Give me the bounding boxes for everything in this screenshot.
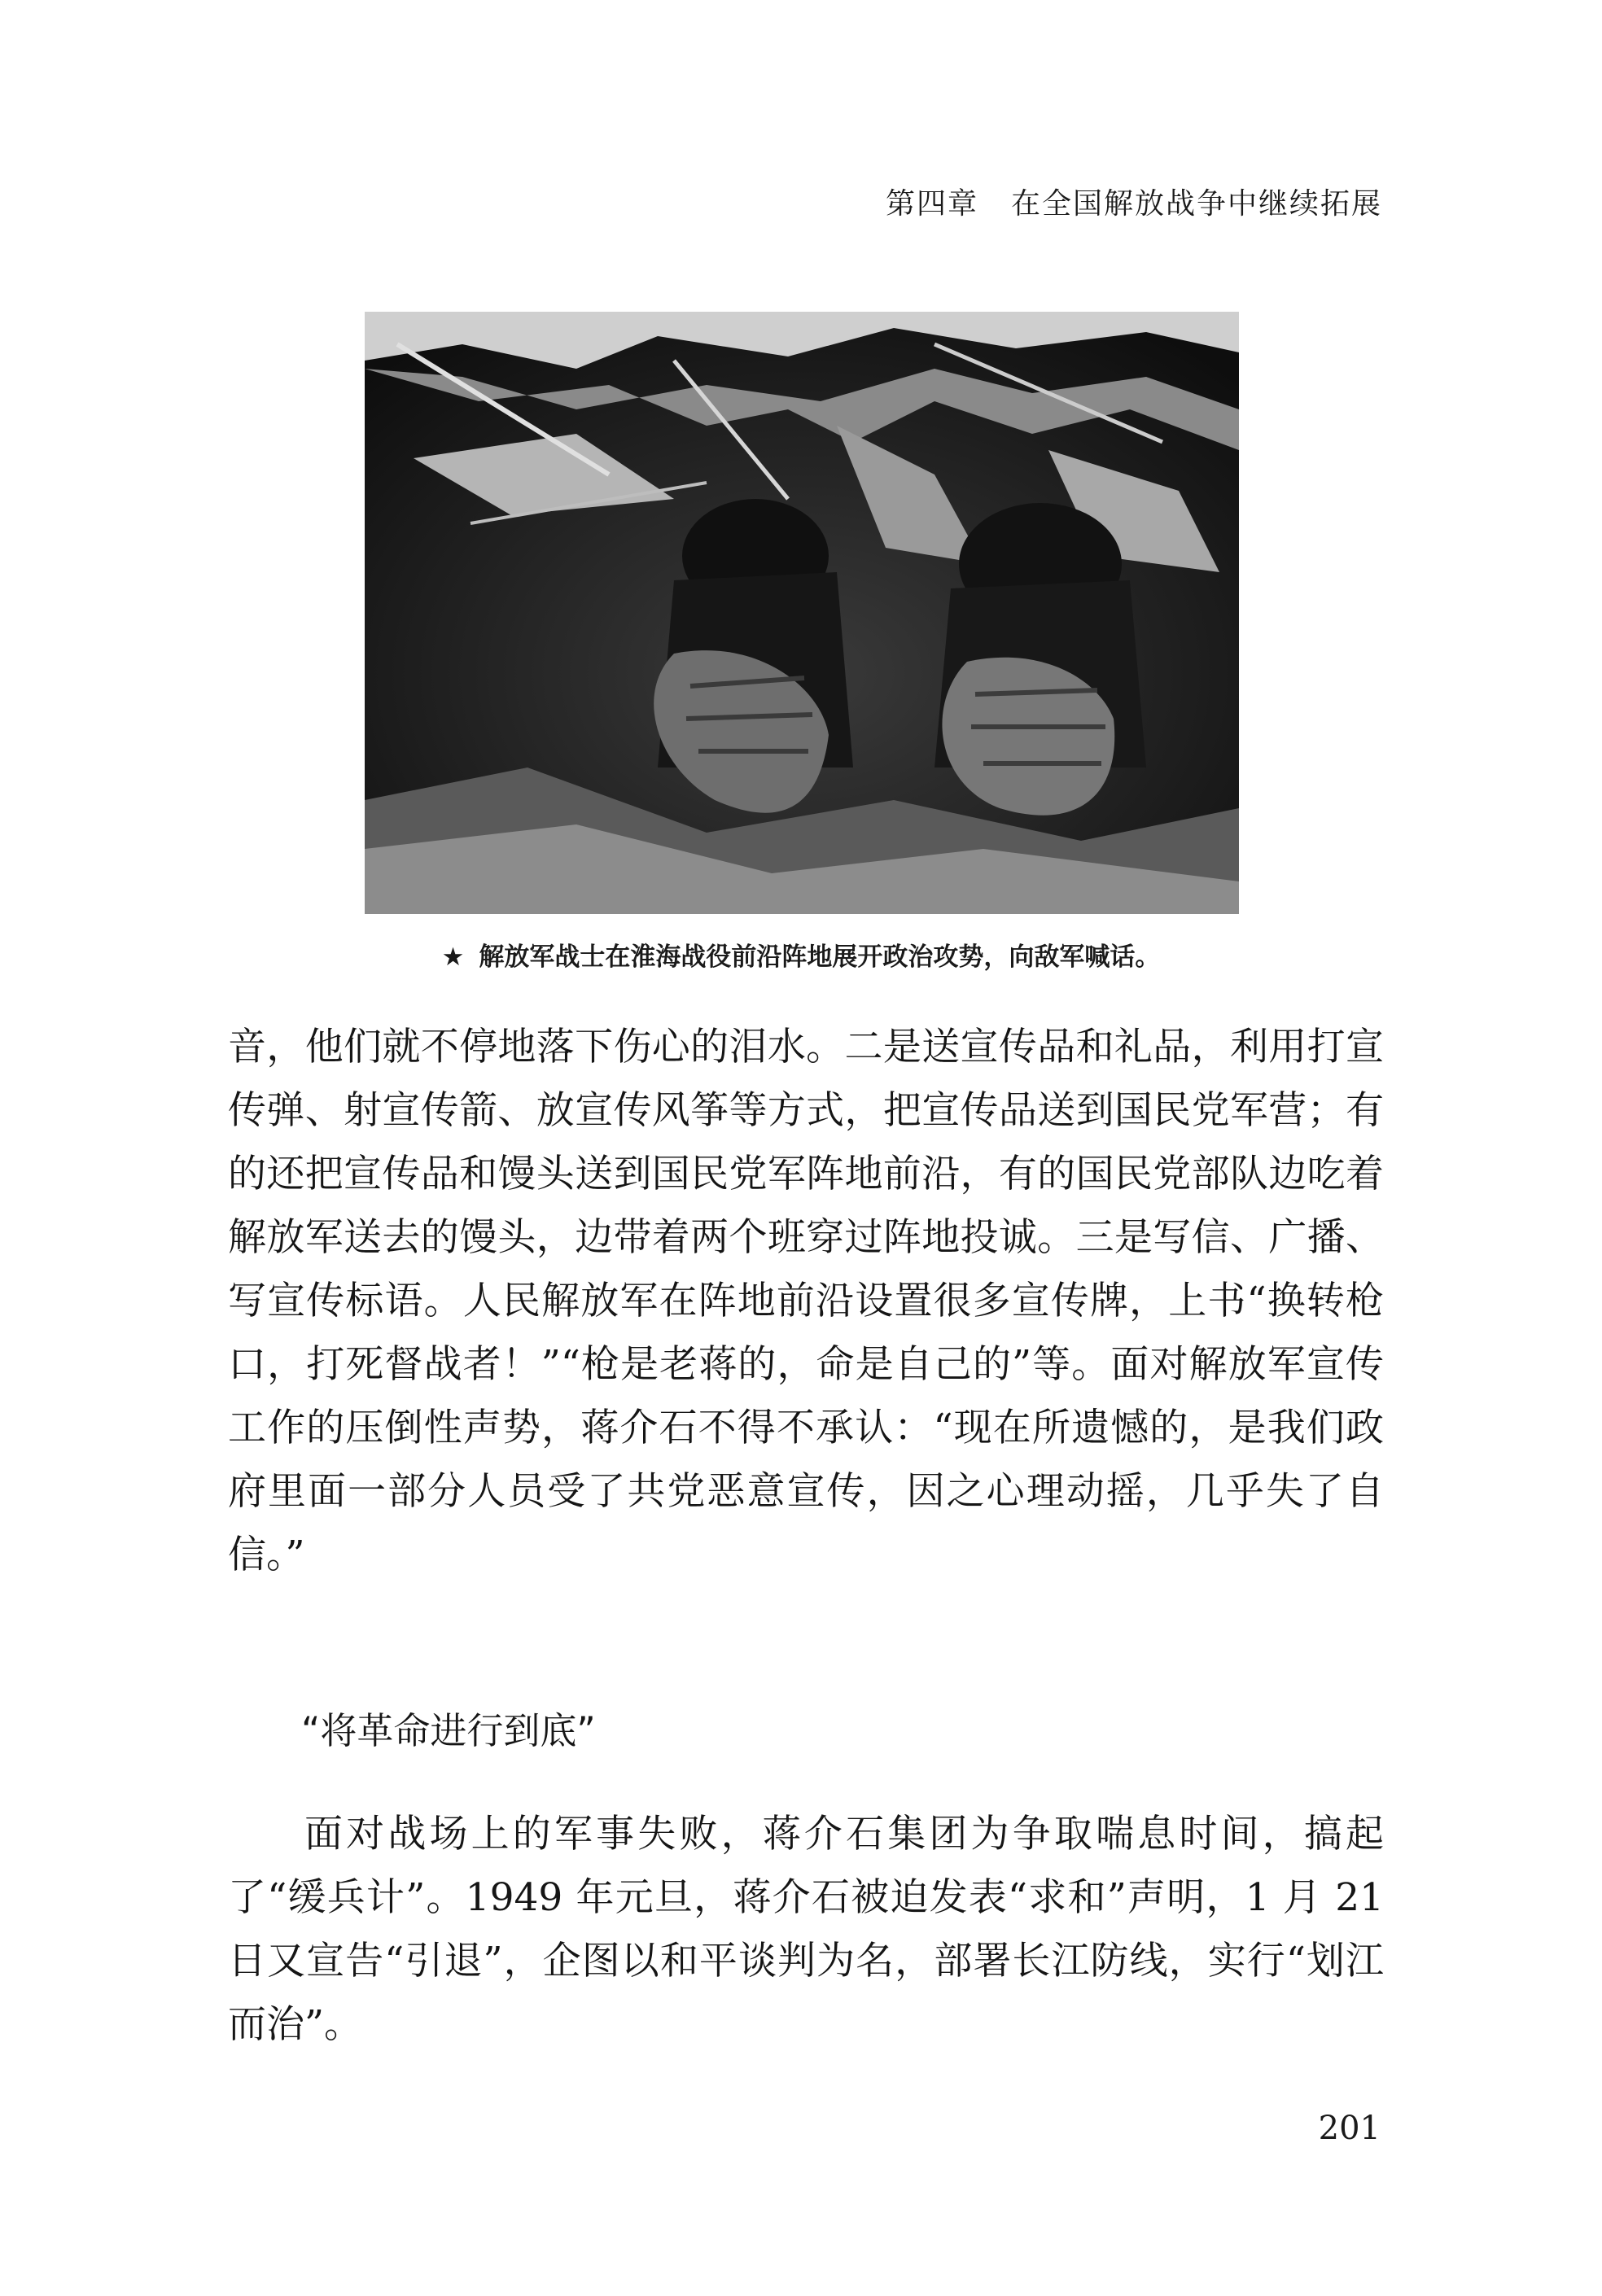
chapter-title: 在全国解放战争中继续拓展 xyxy=(1010,187,1382,221)
paragraph-1 xyxy=(228,1016,1384,1587)
running-head xyxy=(886,181,1382,222)
paragraph-1-text: 音，他们就不停地落下伤心的泪水。二是送宣传品和礼品，利用打宣传弹、射宣传箭、放宣传风筝等方式，把宣传品送到国民党军营；有的还把宣传品和馒头送到国民党军阵地前沿，有的国民党部队边吃着解放军送去的馒头，边带着两个班穿过阵地投诚。三是写信、广播、写宣传标语。人民解放军在阵地前沿设置很多宣传牌，上书“换转枪口，打死督战者！”“枪是老蒋的，命是自己的”等。面对解放军宣传工作的压倒性声势，蒋介石不得不承认：“现在所遗憾的，是我们政府里面一部分人员受了共党恶意宣传，因之心理动摇，几乎失了自信。” xyxy=(228,1025,1384,1577)
caption-text: 解放军战士在淮海战役前沿阵地展开政治攻势，向敌军喊话。 xyxy=(479,942,1161,972)
paragraph-2-text: 面对战场上的军事失败，蒋介石集团为争取喘息时间，搞起了“缓兵计”。1949 年元旦，蒋介石被迫发表“求和”声明，1 月 21 日又宣告“引退”，企图以和平谈判为名，部署长江防线，实行“划江而治”。 xyxy=(228,1812,1384,2047)
figure-caption xyxy=(0,936,1602,973)
section-heading: “将革命进行到底” xyxy=(301,1709,596,1752)
star-icon: ★ xyxy=(441,942,465,972)
page-number: 201 xyxy=(1318,2110,1381,2147)
trench-photo-illustration xyxy=(365,312,1239,914)
historical-photo xyxy=(365,312,1239,914)
chapter-number: 第四章 xyxy=(885,187,978,221)
paragraph-2 xyxy=(228,1803,1384,2057)
